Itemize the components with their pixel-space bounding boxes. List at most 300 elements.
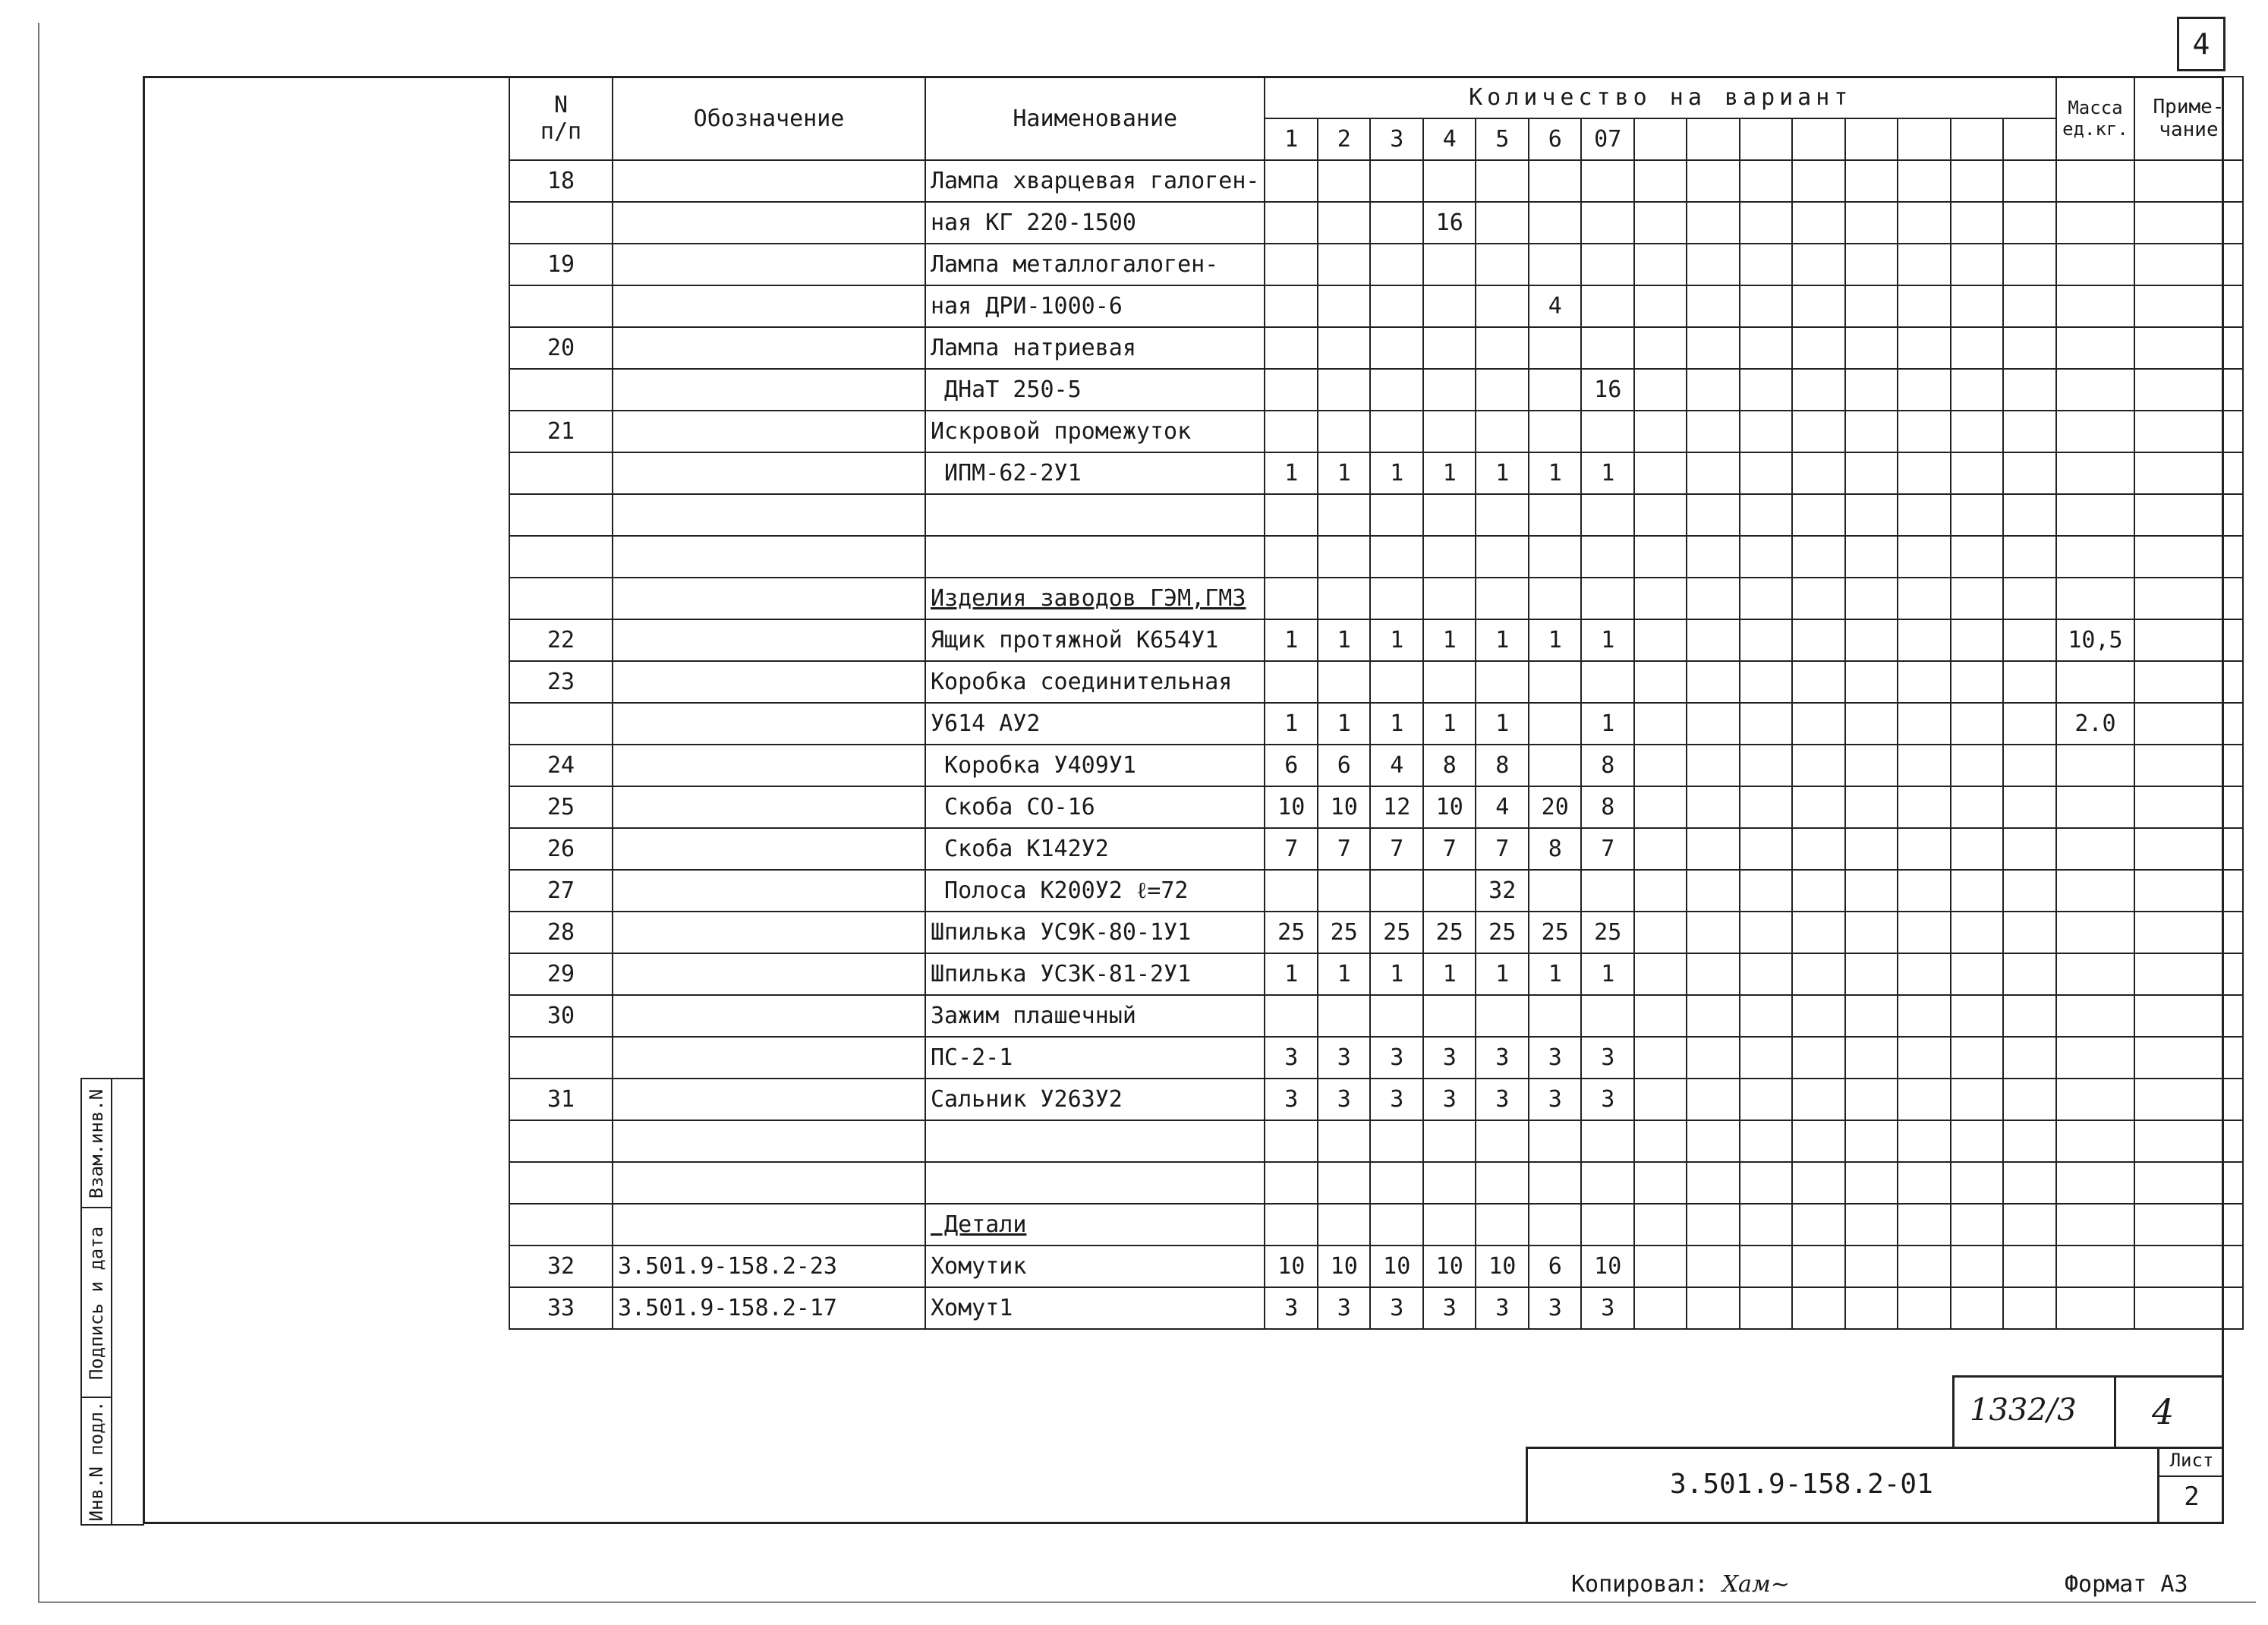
row-qty-9: [1687, 327, 1740, 369]
row-qty-3: 25: [1370, 912, 1423, 953]
row-mass: [2056, 995, 2134, 1037]
row-qty-6: [1529, 411, 1582, 452]
row-qty-15: [2003, 1287, 2056, 1329]
table-row: [509, 912, 2243, 953]
row-qty-5: [1476, 536, 1529, 578]
row-qty-4: [1423, 1162, 1476, 1204]
row-qty-4: 16: [1423, 202, 1476, 244]
sidebar-label-inventory: Инв.N подл.: [86, 1400, 107, 1522]
row-qty-6: 1: [1529, 953, 1582, 995]
row-qty-11: [1792, 1079, 1845, 1120]
specification-table: [509, 76, 2244, 1330]
row-mass: [2056, 244, 2134, 285]
row-qty-9: [1687, 452, 1740, 494]
row-name: Лампа натриевая: [925, 327, 1265, 369]
row-qty-6: 1: [1529, 452, 1582, 494]
row-note: [2134, 1287, 2243, 1329]
row-qty-8: [1634, 953, 1687, 995]
row-qty-13: [1898, 369, 1951, 411]
row-designation: [613, 285, 925, 327]
row-qty-2: 3: [1318, 1037, 1371, 1079]
row-qty-7: [1581, 160, 1634, 202]
row-qty-1: [1265, 202, 1318, 244]
row-qty-5: [1476, 327, 1529, 369]
row-name: Лампа хварцевая галоген-: [925, 160, 1265, 202]
row-qty-9: [1687, 995, 1740, 1037]
row-qty-3: 1: [1370, 619, 1423, 661]
row-qty-10: [1740, 369, 1793, 411]
row-note: [2134, 828, 2243, 870]
row-qty-7: 25: [1581, 912, 1634, 953]
row-mass: 10,5: [2056, 619, 2134, 661]
row-qty-7: [1581, 536, 1634, 578]
row-qty-11: [1792, 244, 1845, 285]
row-qty-14: [1951, 536, 2004, 578]
row-qty-6: [1529, 661, 1582, 703]
page-number: 4: [2177, 17, 2225, 71]
table-row: [509, 1246, 2243, 1287]
table-row: [509, 619, 2243, 661]
row-qty-9: [1687, 536, 1740, 578]
row-qty-12: [1845, 578, 1898, 619]
row-qty-15: [2003, 828, 2056, 870]
row-qty-14: [1951, 745, 2004, 786]
row-qty-15: [2003, 1120, 2056, 1162]
row-qty-1: [1265, 327, 1318, 369]
row-qty-12: [1845, 411, 1898, 452]
row-qty-5: 1: [1476, 953, 1529, 995]
row-qty-2: [1318, 369, 1371, 411]
row-qty-4: [1423, 411, 1476, 452]
row-mass: [2056, 1162, 2134, 1204]
row-qty-2: [1318, 244, 1371, 285]
row-qty-5: 1: [1476, 619, 1529, 661]
row-qty-7: 8: [1581, 786, 1634, 828]
row-qty-11: [1792, 953, 1845, 995]
row-number: 30: [509, 995, 613, 1037]
row-qty-12: [1845, 912, 1898, 953]
row-number: [509, 703, 613, 745]
row-qty-5: [1476, 578, 1529, 619]
row-designation: 3.501.9-158.2-23: [613, 1246, 925, 1287]
row-designation: [613, 494, 925, 536]
row-note: [2134, 327, 2243, 369]
row-qty-2: 7: [1318, 828, 1371, 870]
row-qty-5: [1476, 494, 1529, 536]
row-qty-15: [2003, 369, 2056, 411]
row-qty-13: [1898, 1079, 1951, 1120]
row-qty-1: 1: [1265, 452, 1318, 494]
row-qty-1: 3: [1265, 1287, 1318, 1329]
row-qty-1: [1265, 494, 1318, 536]
row-qty-2: [1318, 1162, 1371, 1204]
row-qty-9: [1687, 1246, 1740, 1287]
row-mass: [2056, 578, 2134, 619]
row-qty-11: [1792, 1204, 1845, 1246]
row-qty-4: 8: [1423, 745, 1476, 786]
row-qty-2: [1318, 411, 1371, 452]
row-qty-9: [1687, 619, 1740, 661]
row-qty-3: [1370, 995, 1423, 1037]
row-qty-8: [1634, 411, 1687, 452]
row-qty-15: [2003, 1037, 2056, 1079]
row-qty-15: [2003, 452, 2056, 494]
row-designation: [613, 411, 925, 452]
row-qty-13: [1898, 1120, 1951, 1162]
row-qty-8: [1634, 912, 1687, 953]
row-qty-10: [1740, 995, 1793, 1037]
row-qty-6: [1529, 244, 1582, 285]
row-mass: [2056, 1287, 2134, 1329]
row-qty-3: 7: [1370, 828, 1423, 870]
row-qty-10: [1740, 202, 1793, 244]
row-name: Полоса К200У2 ℓ=72: [925, 870, 1265, 912]
row-designation: [613, 1037, 925, 1079]
row-qty-1: [1265, 285, 1318, 327]
row-note: [2134, 703, 2243, 745]
row-note: [2134, 1079, 2243, 1120]
header-note-bottom: чание: [2159, 118, 2219, 141]
row-name: Скоба К142У2: [925, 828, 1265, 870]
table-row: [509, 1079, 2243, 1120]
row-qty-6: [1529, 369, 1582, 411]
sidebar-label-replacement: Взам.инв.N: [86, 1088, 107, 1199]
row-qty-9: [1687, 1287, 1740, 1329]
row-qty-13: [1898, 745, 1951, 786]
row-qty-3: [1370, 1204, 1423, 1246]
row-qty-14: [1951, 1204, 2004, 1246]
row-qty-14: [1951, 1287, 2004, 1329]
row-name: Коробка соединительная: [925, 661, 1265, 703]
row-qty-13: [1898, 1204, 1951, 1246]
row-name: ная КГ 220-1500: [925, 202, 1265, 244]
row-qty-13: [1898, 494, 1951, 536]
table-row: [509, 1287, 2243, 1329]
row-designation: [613, 870, 925, 912]
row-qty-10: [1740, 1287, 1793, 1329]
row-name: Хомутик: [925, 1246, 1265, 1287]
copied-signature: Хам~: [1721, 1571, 1790, 1598]
row-qty-15: [2003, 745, 2056, 786]
row-qty-4: 3: [1423, 1037, 1476, 1079]
row-qty-3: [1370, 536, 1423, 578]
row-qty-2: 3: [1318, 1079, 1371, 1120]
variant-header-10: [1740, 118, 1793, 160]
row-qty-1: [1265, 411, 1318, 452]
sidebar-cell-signature: [82, 1208, 111, 1398]
row-qty-14: [1951, 786, 2004, 828]
row-qty-14: [1951, 703, 2004, 745]
row-qty-2: 1: [1318, 703, 1371, 745]
row-qty-1: [1265, 870, 1318, 912]
row-qty-8: [1634, 1246, 1687, 1287]
row-qty-5: 4: [1476, 786, 1529, 828]
row-qty-10: [1740, 745, 1793, 786]
row-qty-1: 25: [1265, 912, 1318, 953]
row-mass: [2056, 786, 2134, 828]
row-qty-8: [1634, 1079, 1687, 1120]
row-qty-2: 25: [1318, 912, 1371, 953]
row-qty-13: [1898, 953, 1951, 995]
row-qty-5: 7: [1476, 828, 1529, 870]
row-qty-2: 3: [1318, 1287, 1371, 1329]
row-qty-11: [1792, 1287, 1845, 1329]
row-qty-6: [1529, 1162, 1582, 1204]
row-qty-7: 1: [1581, 703, 1634, 745]
row-designation: [613, 578, 925, 619]
variant-header-13: [1898, 118, 1951, 160]
row-qty-11: [1792, 661, 1845, 703]
variant-header-6: 6: [1529, 118, 1582, 160]
variant-header-14: [1951, 118, 2004, 160]
row-qty-11: [1792, 1037, 1845, 1079]
row-qty-14: [1951, 285, 2004, 327]
row-note: [2134, 1162, 2243, 1204]
variant-header-1: 1: [1265, 118, 1318, 160]
sheet-value: 2: [2184, 1482, 2200, 1512]
row-number: [509, 452, 613, 494]
header-mass: [2056, 77, 2134, 160]
row-qty-3: 1: [1370, 703, 1423, 745]
table-row: [509, 536, 2243, 578]
row-qty-11: [1792, 1246, 1845, 1287]
header-note-top: Приме-: [2153, 96, 2225, 118]
row-qty-8: [1634, 1120, 1687, 1162]
row-qty-6: [1529, 703, 1582, 745]
row-qty-7: [1581, 411, 1634, 452]
row-qty-9: [1687, 703, 1740, 745]
row-qty-12: [1845, 786, 1898, 828]
table-row: [509, 202, 2243, 244]
archive-stamp: [1952, 1375, 2224, 1447]
row-qty-4: [1423, 536, 1476, 578]
row-qty-13: [1898, 1246, 1951, 1287]
row-qty-2: [1318, 327, 1371, 369]
row-qty-12: [1845, 1204, 1898, 1246]
row-qty-14: [1951, 828, 2004, 870]
row-qty-3: [1370, 369, 1423, 411]
row-qty-10: [1740, 661, 1793, 703]
row-qty-6: [1529, 745, 1582, 786]
row-qty-7: [1581, 995, 1634, 1037]
row-qty-5: [1476, 244, 1529, 285]
row-qty-4: [1423, 870, 1476, 912]
row-qty-8: [1634, 995, 1687, 1037]
row-qty-2: [1318, 202, 1371, 244]
header-num-top: N: [553, 92, 569, 118]
row-qty-14: [1951, 1079, 2004, 1120]
row-mass: [2056, 452, 2134, 494]
row-designation: [613, 786, 925, 828]
row-qty-10: [1740, 578, 1793, 619]
row-qty-15: [2003, 619, 2056, 661]
row-qty-10: [1740, 452, 1793, 494]
row-qty-13: [1898, 452, 1951, 494]
sidebar-cell-inventory: [82, 1398, 111, 1524]
row-qty-1: [1265, 369, 1318, 411]
variant-header-4: 4: [1423, 118, 1476, 160]
variant-header-15: [2003, 118, 2056, 160]
archive-number: 1332/3: [1970, 1393, 2077, 1428]
row-qty-3: [1370, 411, 1423, 452]
row-qty-11: [1792, 870, 1845, 912]
row-qty-5: [1476, 411, 1529, 452]
row-designation: [613, 619, 925, 661]
row-designation: [613, 202, 925, 244]
row-qty-8: [1634, 244, 1687, 285]
row-note: [2134, 953, 2243, 995]
row-qty-1: 3: [1265, 1037, 1318, 1079]
approval-sidebar: [80, 1078, 144, 1526]
row-note: [2134, 369, 2243, 411]
row-qty-4: [1423, 1120, 1476, 1162]
row-name: Скоба СО-16: [925, 786, 1265, 828]
row-qty-3: [1370, 244, 1423, 285]
table-row: [509, 1037, 2243, 1079]
row-number: 23: [509, 661, 613, 703]
row-note: [2134, 1204, 2243, 1246]
row-qty-4: 10: [1423, 786, 1476, 828]
row-designation: [613, 244, 925, 285]
row-qty-3: 3: [1370, 1287, 1423, 1329]
row-number: 31: [509, 1079, 613, 1120]
row-qty-7: 10: [1581, 1246, 1634, 1287]
row-qty-15: [2003, 661, 2056, 703]
row-qty-12: [1845, 452, 1898, 494]
row-qty-10: [1740, 1162, 1793, 1204]
row-qty-5: 25: [1476, 912, 1529, 953]
row-qty-14: [1951, 1162, 2004, 1204]
row-qty-15: [2003, 202, 2056, 244]
row-qty-5: 3: [1476, 1287, 1529, 1329]
row-qty-9: [1687, 160, 1740, 202]
row-designation: [613, 536, 925, 578]
row-qty-9: [1687, 578, 1740, 619]
row-qty-15: [2003, 327, 2056, 369]
row-note: [2134, 995, 2243, 1037]
row-qty-11: [1792, 202, 1845, 244]
row-qty-13: [1898, 995, 1951, 1037]
row-mass: [2056, 285, 2134, 327]
row-name: Сальник У263У2: [925, 1079, 1265, 1120]
row-qty-5: [1476, 1204, 1529, 1246]
row-qty-9: [1687, 285, 1740, 327]
row-designation: [613, 369, 925, 411]
row-designation: [613, 452, 925, 494]
row-qty-8: [1634, 369, 1687, 411]
row-qty-10: [1740, 536, 1793, 578]
archive-divider: [2114, 1378, 2116, 1447]
row-qty-6: [1529, 494, 1582, 536]
row-qty-4: 10: [1423, 1246, 1476, 1287]
row-qty-7: 1: [1581, 619, 1634, 661]
row-mass: [2056, 1246, 2134, 1287]
variant-header-8: [1634, 118, 1687, 160]
row-qty-6: [1529, 327, 1582, 369]
row-qty-14: [1951, 912, 2004, 953]
row-note: [2134, 619, 2243, 661]
row-number: [509, 369, 613, 411]
row-qty-11: [1792, 327, 1845, 369]
row-qty-12: [1845, 995, 1898, 1037]
row-qty-11: [1792, 1120, 1845, 1162]
row-qty-6: 8: [1529, 828, 1582, 870]
row-qty-12: [1845, 327, 1898, 369]
row-name: Шпилька УС9К-80-1У1: [925, 912, 1265, 953]
row-qty-8: [1634, 745, 1687, 786]
row-qty-7: [1581, 327, 1634, 369]
row-qty-2: 10: [1318, 786, 1371, 828]
row-qty-14: [1951, 202, 2004, 244]
row-qty-9: [1687, 1162, 1740, 1204]
row-name: ДНаТ 250-5: [925, 369, 1265, 411]
row-qty-3: [1370, 285, 1423, 327]
row-qty-7: [1581, 285, 1634, 327]
row-name: ная ДРИ-1000-6: [925, 285, 1265, 327]
row-designation: [613, 703, 925, 745]
row-qty-5: 10: [1476, 1246, 1529, 1287]
row-qty-6: [1529, 995, 1582, 1037]
row-number: [509, 1120, 613, 1162]
row-note: [2134, 285, 2243, 327]
row-qty-15: [2003, 1162, 2056, 1204]
row-number: 24: [509, 745, 613, 786]
row-qty-14: [1951, 160, 2004, 202]
row-number: 20: [509, 327, 613, 369]
variant-header-2: 2: [1318, 118, 1371, 160]
row-qty-13: [1898, 160, 1951, 202]
row-mass: 2.0: [2056, 703, 2134, 745]
row-mass: [2056, 828, 2134, 870]
row-qty-5: [1476, 995, 1529, 1037]
row-qty-5: 3: [1476, 1079, 1529, 1120]
row-qty-5: 8: [1476, 745, 1529, 786]
table-row: [509, 160, 2243, 202]
row-qty-2: 10: [1318, 1246, 1371, 1287]
row-qty-15: [2003, 1079, 2056, 1120]
row-designation: [613, 1079, 925, 1120]
row-number: 33: [509, 1287, 613, 1329]
row-qty-12: [1845, 244, 1898, 285]
row-qty-2: [1318, 536, 1371, 578]
row-mass: [2056, 912, 2134, 953]
row-qty-9: [1687, 1037, 1740, 1079]
row-qty-4: 1: [1423, 619, 1476, 661]
row-qty-7: 3: [1581, 1079, 1634, 1120]
row-qty-2: [1318, 661, 1371, 703]
row-qty-8: [1634, 1204, 1687, 1246]
row-qty-15: [2003, 536, 2056, 578]
row-qty-5: [1476, 661, 1529, 703]
row-number: [509, 536, 613, 578]
row-qty-5: [1476, 369, 1529, 411]
row-qty-4: [1423, 369, 1476, 411]
row-number: 25: [509, 786, 613, 828]
row-qty-7: 3: [1581, 1037, 1634, 1079]
row-qty-11: [1792, 786, 1845, 828]
row-qty-14: [1951, 578, 2004, 619]
row-qty-10: [1740, 1246, 1793, 1287]
row-qty-14: [1951, 661, 2004, 703]
row-name: Шпилька УСЗК-81-2У1: [925, 953, 1265, 995]
row-name: Искровой промежуток: [925, 411, 1265, 452]
table-row: [509, 745, 2243, 786]
row-note: [2134, 244, 2243, 285]
row-mass: [2056, 202, 2134, 244]
row-qty-6: [1529, 536, 1582, 578]
row-mass: [2056, 494, 2134, 536]
row-number: 29: [509, 953, 613, 995]
